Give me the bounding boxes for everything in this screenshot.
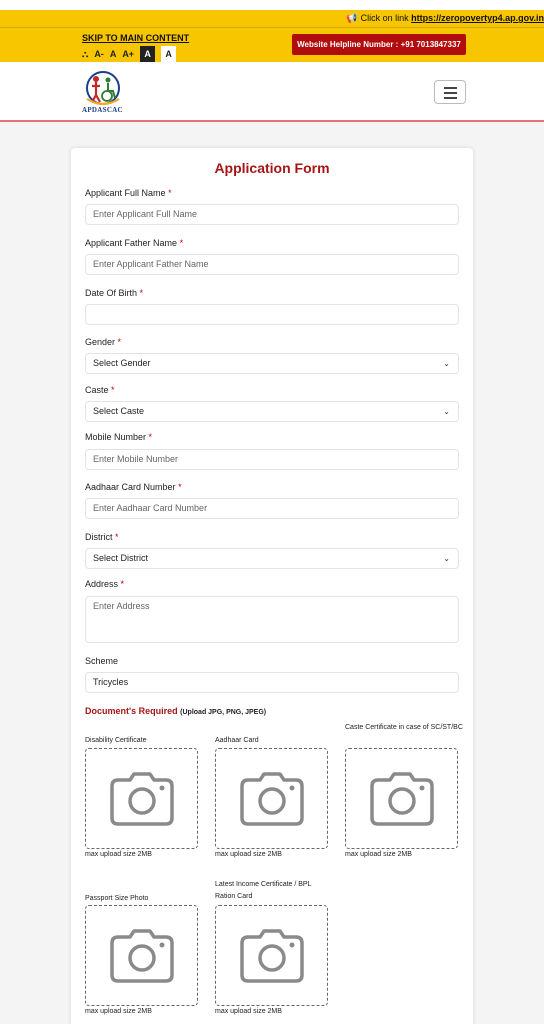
doc-label-income: Latest Income Certificate / BPL Ration Card xyxy=(215,881,312,900)
documents-heading xyxy=(85,706,266,716)
required-mark: * xyxy=(178,482,182,492)
hamburger-line xyxy=(444,87,457,89)
ticker-text: Click on link xyxy=(360,13,409,23)
documents-subtitle: (Upload JPG, PNG, JPEG) xyxy=(180,709,267,716)
ticker-content xyxy=(346,13,544,24)
chevron-down-icon: ⌄ xyxy=(443,407,450,416)
navbar xyxy=(0,62,544,122)
gender-label-text: Gender xyxy=(85,337,116,347)
size-note: max upload size 2MB xyxy=(85,1008,152,1015)
address-label-text: Address xyxy=(85,579,119,589)
aadhaar-label-text: Aadhaar Card Number xyxy=(85,482,176,492)
district-select[interactable] xyxy=(85,548,459,569)
caste-label-text: Caste xyxy=(85,385,109,395)
doc-label-photo: Passport Size Photo xyxy=(85,895,149,902)
upload-income-certificate[interactable] xyxy=(215,905,328,1006)
gender-label xyxy=(85,337,121,347)
dob-label xyxy=(85,288,143,298)
gender-select-value: Select Gender xyxy=(93,358,151,368)
size-note: max upload size 2MB xyxy=(215,1008,282,1015)
font-size-controls xyxy=(82,46,189,62)
full-name-label-text: Applicant Full Name xyxy=(85,188,166,198)
light-contrast-button[interactable]: A xyxy=(161,46,176,62)
font-smaller-button[interactable]: A- xyxy=(94,49,104,59)
camera-icon xyxy=(240,772,304,826)
camera-icon xyxy=(370,772,434,826)
application-form-card xyxy=(71,148,473,1024)
required-mark: * xyxy=(111,385,115,395)
size-note: max upload size 2MB xyxy=(345,851,412,858)
hamburger-line xyxy=(444,92,457,94)
required-mark: * xyxy=(117,337,122,347)
required-mark: * xyxy=(168,188,172,198)
caste-label xyxy=(85,385,115,395)
upload-disability-certificate[interactable] xyxy=(85,748,198,849)
upload-aadhaar-card[interactable] xyxy=(215,748,328,849)
chevron-down-icon: ⌄ xyxy=(443,554,450,563)
mobile-label xyxy=(85,432,152,442)
father-name-label xyxy=(85,238,183,248)
announcement-ticker xyxy=(0,10,544,28)
size-note: max upload size 2MB xyxy=(215,851,282,858)
ticker-link[interactable]: https://zeropovertyp4.ap.gov.in xyxy=(411,13,544,23)
required-mark: * xyxy=(115,532,119,542)
gender-select[interactable] xyxy=(85,353,459,374)
full-name-input[interactable]: Enter Applicant Full Name xyxy=(85,204,459,225)
district-select-value: Select District xyxy=(93,553,149,563)
required-mark: * xyxy=(139,288,144,298)
camera-icon xyxy=(240,929,304,983)
logo-text: APDASCAC xyxy=(82,106,123,114)
form-title: Application Form xyxy=(214,160,330,176)
upload-passport-photo[interactable] xyxy=(85,905,198,1006)
address-label xyxy=(85,579,124,589)
required-mark: * xyxy=(179,238,184,248)
dark-contrast-button[interactable]: A xyxy=(140,46,155,62)
mobile-input[interactable]: Enter Mobile Number xyxy=(85,449,459,470)
camera-icon xyxy=(110,772,174,826)
hamburger-line xyxy=(444,97,457,99)
font-normal-button[interactable]: A xyxy=(109,49,117,59)
upload-caste-certificate[interactable] xyxy=(345,748,458,849)
doc-label-caste: Caste Certificate in case of SC/ST/BC xyxy=(345,724,463,731)
documents-title: Document's Required xyxy=(85,706,178,716)
dob-input[interactable] xyxy=(85,304,459,325)
full-name-label xyxy=(85,188,172,198)
caste-select-value: Select Caste xyxy=(93,406,145,416)
font-larger-button[interactable]: A+ xyxy=(122,49,135,59)
size-note: max upload size 2MB xyxy=(85,851,152,858)
father-name-input[interactable]: Enter Applicant Father Name xyxy=(85,254,459,275)
menu-toggle-button[interactable] xyxy=(434,80,466,104)
doc-label-disability: Disability Certificate xyxy=(85,737,147,744)
required-mark: * xyxy=(120,579,125,589)
megaphone-icon: 📢 xyxy=(346,13,358,23)
scheme-input[interactable]: Tricycles xyxy=(85,672,459,693)
required-mark: * xyxy=(148,432,153,442)
doc-label-aadhaar: Aadhaar Card xyxy=(215,737,259,744)
caste-select[interactable] xyxy=(85,401,459,422)
skip-to-main-link[interactable]: SKIP TO MAIN CONTENT xyxy=(82,33,190,43)
address-textarea[interactable]: Enter Address xyxy=(85,596,459,643)
aadhaar-label xyxy=(85,482,182,492)
district-label xyxy=(85,532,119,542)
camera-icon xyxy=(110,929,174,983)
sitemap-icon[interactable]: ⛬ xyxy=(82,48,89,59)
dob-label-text: Date Of Birth xyxy=(85,288,138,298)
aadhaar-input[interactable]: Enter Aadhaar Card Number xyxy=(85,498,459,519)
accessibility-bar xyxy=(82,33,189,62)
district-label-text: District xyxy=(85,532,113,542)
helpline-button[interactable]: Website Helpline Number : +91 7013847337 xyxy=(292,34,466,55)
chevron-down-icon: ⌄ xyxy=(443,359,450,368)
scheme-label: Scheme xyxy=(85,656,119,666)
father-name-label-text: Applicant Father Name xyxy=(85,238,178,248)
mobile-label-text: Mobile Number xyxy=(85,432,147,442)
